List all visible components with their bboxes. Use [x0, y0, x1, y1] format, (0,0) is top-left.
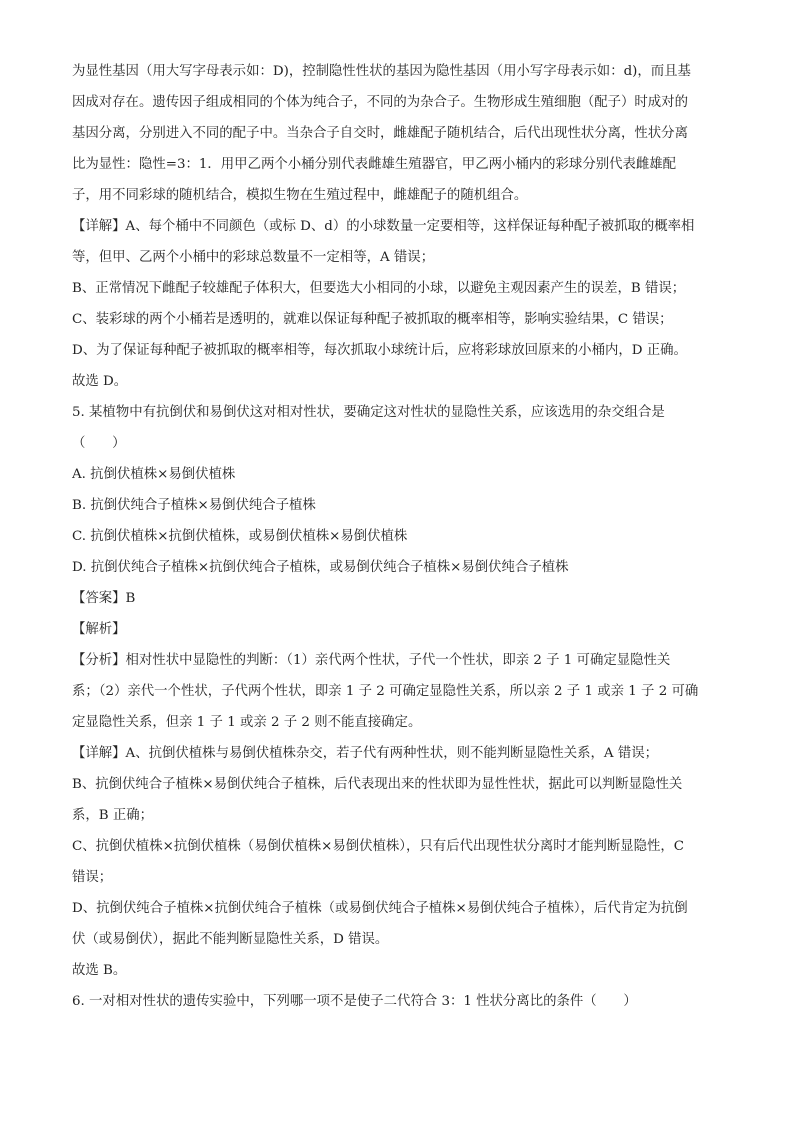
text-line: 子，用不同彩球的随机结合，模拟生物在生殖过程中，雌雄配子的随机组合。: [72, 188, 528, 203]
analysis-line: 定显隐性关系，但亲 1 子 1 或亲 2 子 2 则不能直接确定。: [72, 715, 422, 730]
text-line: B、正常情况下雌配子较雄配子体积大，但要选大小相同的小球，以避免主观因素产生的误差，B 错误；: [72, 281, 686, 296]
text-line: 系，B 正确；: [72, 808, 154, 823]
analysis-line: 系；（2）亲代一个性状，子代两个性状，即亲 1 子 2 可确定显隐性关系，所以亲 2 子 1 或亲 1 子 2 可确: [72, 684, 699, 699]
explanation-detail-line: 【详解】A、每个桶中不同颜色（或标 D、d）的小球数量一定要相等，这样保证每种配子被抓取的概率相: [72, 219, 695, 234]
analysis-line: 【分析】相对性状中显隐性的判断：（1）亲代两个性状，子代一个性状，即亲 2 子 1 可确定显隐性关: [72, 653, 671, 668]
conclusion-line: 故选 B。: [72, 963, 127, 978]
text-line: 为显性基因（用大写字母表示如：D)，控制隐性性状的基因为隐性基因（用小写字母表示如：d)，而且基: [72, 64, 691, 79]
text-line: 错误；: [72, 870, 113, 885]
text-line: B、抗倒伏纯合子植株×易倒伏纯合子植株，后代表现出来的性状即为显性性状，据此可以判断显隐性关: [72, 777, 683, 792]
option-a: A. 抗倒伏植株×易倒伏植株: [72, 467, 236, 482]
option-d: D. 抗倒伏纯合子植株×抗倒伏纯合子植株，或易倒伏纯合子植株×易倒伏纯合子植株: [72, 560, 569, 575]
question-5-blank: （ ）: [72, 436, 126, 451]
text-line: D、抗倒伏纯合子植株×抗倒伏纯合子植株（或易倒伏纯合子植株×易倒伏纯合子植株），后代肯定为抗倒: [72, 901, 688, 916]
text-line: C、装彩球的两个小桶若是透明的，就难以保证每种配子被抓取的概率相等，影响实验结果，C 错误；: [72, 312, 673, 327]
conclusion-line: 故选 D。: [72, 374, 128, 389]
option-c: C. 抗倒伏植株×抗倒伏植株，或易倒伏植株×易倒伏植株: [72, 529, 408, 544]
text-line: C、抗倒伏植株×抗倒伏植株（易倒伏植株×易倒伏植株），只有后代出现性状分离时才能判断显隐性，C: [72, 839, 685, 854]
explanation-detail-line: 【详解】A、抗倒伏植株与易倒伏植株杂交，若子代有两种性状，则不能判断显隐性关系，A 错误；: [72, 746, 659, 761]
answer-line: 【答案】B: [72, 591, 136, 606]
analysis-heading: 【解析】: [72, 622, 126, 637]
text-line: 比为显性：隐性=3：1．用甲乙两个小桶分别代表雌雄生殖器官，甲乙两小桶内的彩球分别代表雌雄配: [72, 157, 677, 172]
option-b: B. 抗倒伏纯合子植株×易倒伏纯合子植株: [72, 498, 316, 513]
text-line: D、为了保证每种配子被抓取的概率相等，每次抓取小球统计后，应将彩球放回原来的小桶内，D 正确。: [72, 343, 687, 358]
text-line: 基因分离，分别进入不同的配子中。当杂合子自交时，雌雄配子随机结合，后代出现性状分离，性状分离: [72, 126, 688, 141]
document-page: [72, 56, 727, 1017]
text-line: 伏（或易倒伏），据此不能判断显隐性关系，D 错误。: [72, 932, 389, 947]
question-6-stem: 6. 一对相对性状的遗传实验中，下列哪一项不是使子二代符合 3：1 性状分离比的条件（ ）: [72, 994, 637, 1009]
question-5-stem: 5. 某植物中有抗倒伏和易倒伏这对相对性状，要确定这对性状的显隐性关系，应该选用的杂交组合是: [72, 405, 665, 420]
text-line: 等，但甲、乙两个小桶中的彩球总数量不一定相等，A 错误；: [72, 250, 435, 265]
text-line: 因成对存在。遗传因子组成相同的个体为纯合子，不同的为杂合子。生物形成生殖细胞（配子）时成对的: [72, 95, 688, 110]
